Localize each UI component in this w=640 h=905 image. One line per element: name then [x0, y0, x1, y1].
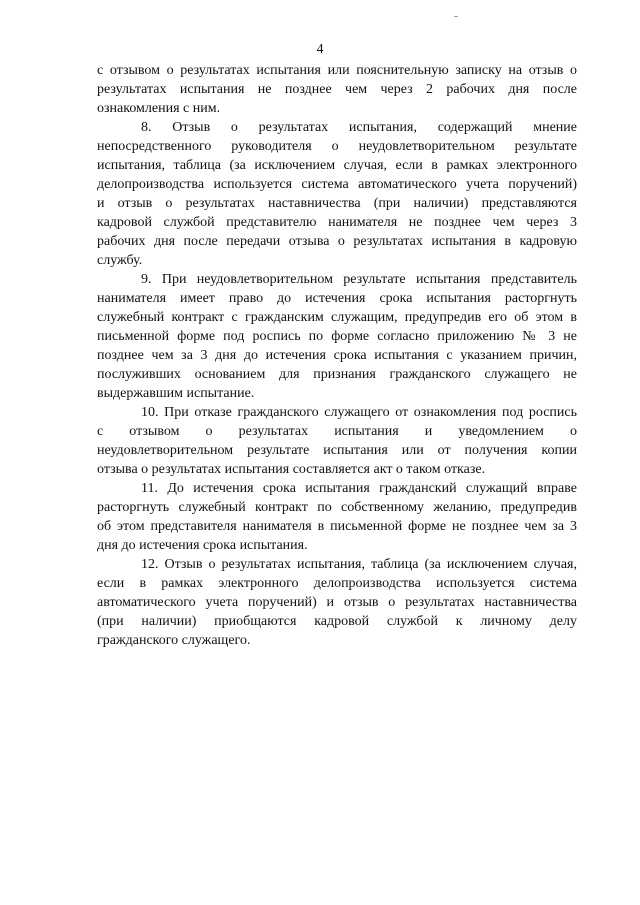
text-line: и отзыв о результатах наставничества (при наличии) представляются — [97, 196, 577, 211]
text-line: с отзывом о результатах испытания или пояснительную записку на отзыв о — [97, 63, 577, 78]
document-body — [97, 61, 577, 650]
text-line: дня до истечения срока испытания. — [97, 538, 308, 553]
text-line: ознакомления с ним. — [97, 101, 221, 116]
text-line: отзыва о результатах испытания составляется акт о таком отказе. — [97, 462, 486, 477]
text-line: если в рамках электронного делопроизводства используется система — [97, 576, 577, 591]
paragraph-item-10 — [97, 403, 577, 479]
text-line: службу. — [97, 253, 143, 268]
text-line: письменной форме под роспись по форме согласно приложению № 3 не — [97, 329, 577, 344]
text-line: неудовлетворительном результате испытания или от получения копии — [97, 443, 577, 458]
text-line: кадровой службой представителю нанимателя не позднее чем через 3 — [97, 215, 577, 230]
text-line: об этом представителя нанимателя в письменной форме не позднее чем за 3 — [97, 519, 577, 534]
text-line: послуживших основанием для признания гражданского служащего не — [97, 367, 577, 382]
paragraph-item-9 — [97, 270, 577, 403]
text-line: служебный контракт с гражданским служащим, предупредив его об этом в — [97, 310, 577, 325]
text-line: 10. При отказе гражданского служащего от ознакомления под роспись — [141, 405, 577, 420]
text-line: испытания, таблица (за исключением случая, если в рамках электронного — [97, 158, 577, 173]
text-line: рабочих дня после передачи отзыва о результатах испытания в кадровую — [97, 234, 577, 249]
text-line: непосредственного руководителя о неудовлетворительном результате — [97, 139, 577, 154]
text-line: позднее чем за 3 дня до истечения срока испытания с указанием причин, — [97, 348, 577, 363]
text-line: автоматического учета поручений) и отзыв о результатах наставничества — [97, 595, 577, 610]
paragraph-item-8 — [97, 118, 577, 270]
paragraph-item-11 — [97, 479, 577, 555]
page-number: 4 — [316, 42, 324, 57]
paragraph-continuation — [97, 61, 577, 118]
scan-mark — [454, 16, 458, 17]
text-line: 9. При неудовлетворительном результате испытания представитель — [141, 272, 577, 287]
text-line: 8. Отзыв о результатах испытания, содержащий мнение — [141, 120, 577, 135]
text-line: с отзывом о результатах испытания и уведомлением о — [97, 424, 577, 439]
text-line: делопроизводства используется система автоматического учета поручений) — [97, 177, 577, 192]
text-line: нанимателя имеет право до истечения срока испытания расторгнуть — [97, 291, 577, 306]
text-line: результатах испытания не позднее чем через 2 рабочих дня после — [97, 82, 577, 97]
text-line: гражданского служащего. — [97, 633, 251, 648]
text-line: 12. Отзыв о результатах испытания, таблица (за исключением случая, — [141, 557, 577, 572]
paragraph-item-12 — [97, 555, 577, 650]
text-line: расторгнуть служебный контракт по собственному желанию, предупредив — [97, 500, 577, 515]
text-line: 11. До истечения срока испытания гражданский служащий вправе — [141, 481, 577, 496]
text-line: (при наличии) приобщаются кадровой службой к личному делу — [97, 614, 577, 629]
text-line: выдержавшим испытание. — [97, 386, 255, 401]
